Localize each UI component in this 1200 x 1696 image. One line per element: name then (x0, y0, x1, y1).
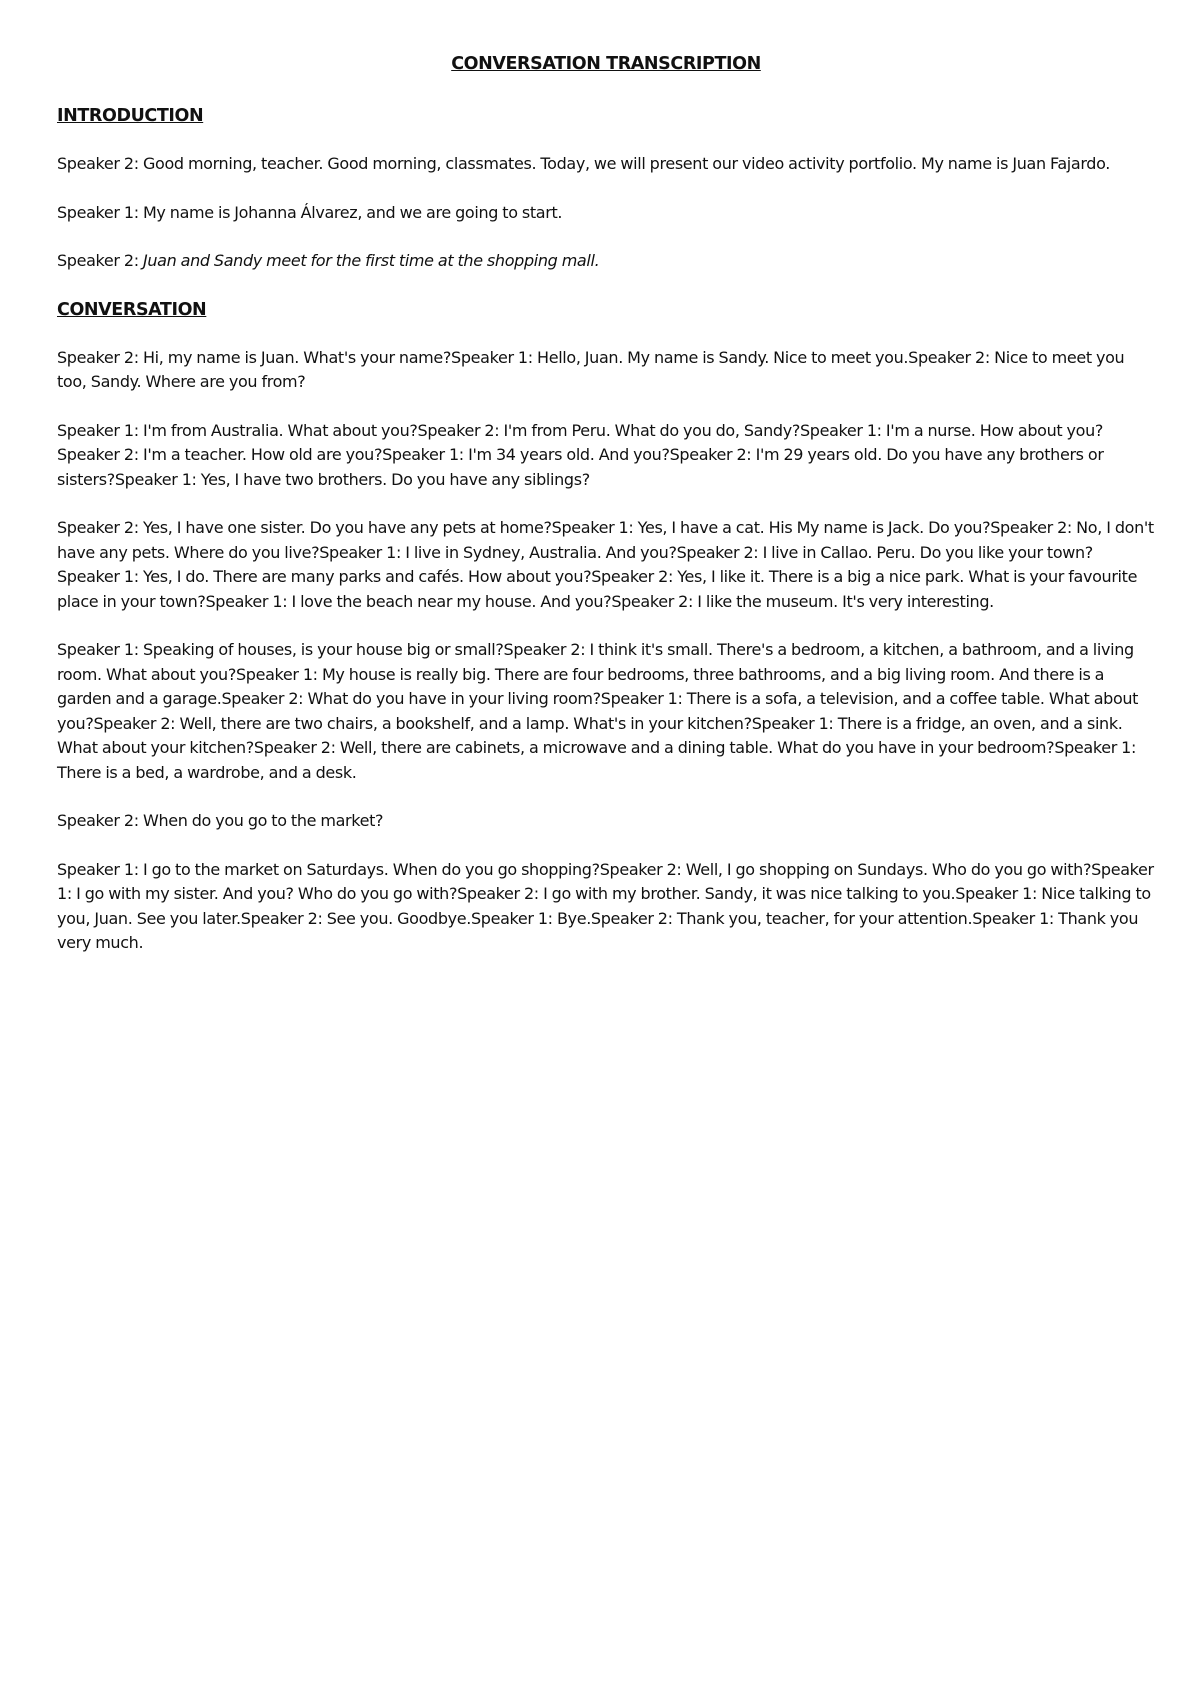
conversation-section (57, 298, 1155, 956)
conversation-paragraph: Speaker 1: I go to the market on Saturdays. When do you go shopping?Speaker 2: Well, I go shopping on Sundays. Who do you go with?Speaker 1: I go with my sister. And you? Who do you go with?Speaker 2: I go with my brother. Sandy, it was nice talking to you.Speaker 1: Nice talking to you, Juan. See you later.Speaker 2: See you. Goodbye.Speaker 1: Bye.Speaker 2: Thank you, teacher, for your attention.Speaker 1: Thank you very much. (57, 859, 1154, 952)
introduction-paragraph: Speaker 2: Good morning, teacher. Good morning, classmates. Today, we will present our video activity portfolio. My name is Juan Fajardo. (57, 154, 1111, 173)
introduction-heading: INTRODUCTION (57, 106, 204, 126)
scene-speaker-label: Speaker 2: (57, 251, 143, 270)
document-title: CONVERSATION TRANSCRIPTION (451, 54, 761, 74)
conversation-paragraph: Speaker 2: Hi, my name is Juan. What's your name?Speaker 1: Hello, Juan. My name is Sandy. Nice to meet you.Speaker 2: Nice to meet you too, Sandy. Where are you from? (57, 347, 1125, 391)
introduction-paragraph: Speaker 1: My name is Johanna Álvarez, and we are going to start. (57, 202, 563, 222)
conversation-paragraph: Speaker 1: I'm from Australia. What about you?Speaker 2: I'm from Peru. What do you do, Sandy?Speaker 1: I'm a nurse. How about you?Speaker 2: I'm a teacher. How old are you?Speaker 1: I'm 34 years old. And you?Speaker 2: I'm 29 years old. Do you have any brothers or sisters?Speaker 1: Yes, I have two brothers. Do you have any siblings? (57, 420, 1104, 489)
conversation-heading: CONVERSATION (57, 299, 207, 320)
scene-narration: Juan and Sandy meet for the first time at the shopping mall. (142, 251, 600, 270)
introduction-scene-paragraph (57, 249, 1155, 274)
conversation-paragraph: Speaker 1: Speaking of houses, is your house big or small?Speaker 2: I think it's small. There's a bedroom, a kitchen, a bathroom, and a living room. What about you?Speaker 1: My house is really big. There are four bedrooms, three bathrooms, and a big living room. And there is a garden and a garage.Speaker 2: What do you have in your living room?Speaker 1: There is a sofa, a television, and a coffee table. What about you?Speaker 2: Well, there are two chairs, a bookshelf, and a lamp. What's in your kitchen?Speaker 1: There is a fridge, an oven, and a sink. What about your kitchen?Speaker 2: Well, there are cabinets, a microwave and a dining table. What do you have in your bedroom?Speaker 1: There is a bed, a wardrobe, and a desk. (57, 640, 1139, 782)
conversation-paragraph: Speaker 2: Yes, I have one sister. Do you have any pets at home?Speaker 1: Yes, I have a cat. His My name is Jack. Do you?Speaker 2: No, I don't have any pets. Where do you live?Speaker 1: I live in Sydney, Australia. And you?Speaker 2: I live in Callao. Peru. Do you like your town?Speaker 1: Yes, I do. There are many parks and cafés. How about you?Speaker 2: Yes, I like it. There is a big a nice park. What is your favourite place in your town?Speaker 1: I love the beach near my house. And you?Speaker 2: I like the museum. It's very interesting. (57, 518, 1154, 611)
document-page (57, 52, 1155, 980)
introduction-section (57, 104, 1155, 274)
conversation-paragraph: Speaker 2: When do you go to the market? (57, 811, 384, 830)
